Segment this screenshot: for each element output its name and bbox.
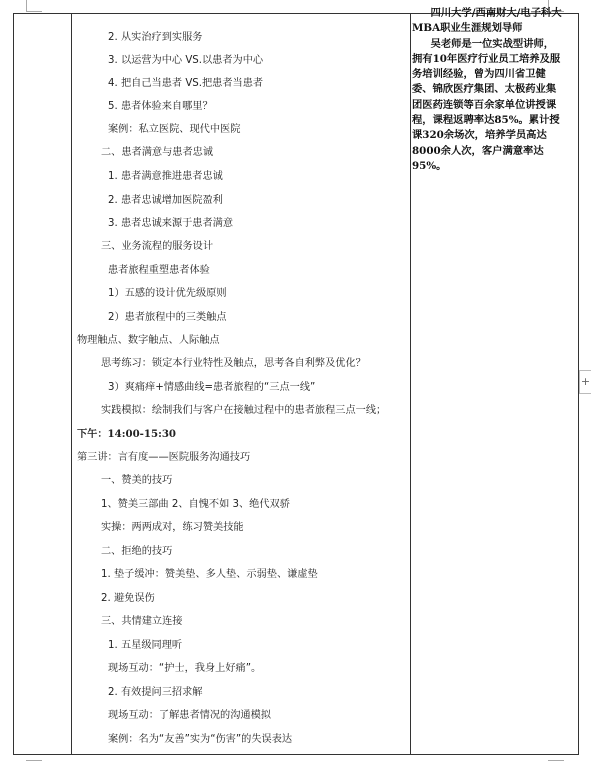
section-heading: 三、业务流程的服务设计 — [101, 241, 214, 252]
content-line: 2. 避免误伤 — [101, 593, 155, 604]
session-time: 下午：14:00-15:30 — [77, 428, 177, 440]
content-line: 实操：两两成对，练习赞美技能 — [101, 522, 244, 533]
content-line: 1、赞美三部曲 2、自愧不如 3、绝代双骄 — [101, 499, 290, 510]
content-line: 3. 以运营为中心 VS.以患者为中心 — [108, 55, 264, 66]
expand-marker-icon[interactable]: + — [579, 370, 591, 394]
crop-mark — [26, 11, 42, 12]
content-line: 5. 患者体验来自哪里？ — [108, 101, 213, 112]
content-line: 1）五感的设计优先级原则 — [108, 288, 227, 299]
column-divider — [410, 14, 411, 754]
content-line: 2. 有效提问三招求解 — [108, 687, 203, 698]
content-line: 案例：私立医院、现代中医院 — [108, 124, 241, 135]
content-line: 2. 患者忠诚增加医院盈利 — [108, 195, 223, 206]
section-heading: 一、赞美的技巧 — [101, 475, 173, 486]
section-heading: 二、患者满意与患者忠诚 — [101, 147, 214, 158]
instructor-profile — [412, 6, 562, 174]
content-line: 实践模拟：绘制我们与客户在接触过程中的患者旅程三点一线； — [101, 405, 387, 416]
crop-mark — [26, 760, 42, 761]
content-line: 3. 患者忠诚来源于患者满意 — [108, 218, 234, 229]
instructor-title: 四川大学/西南财大/电子科大MBA职业生涯规划导师 — [412, 7, 562, 35]
content-line: 现场互动：了解患者情况的沟通模拟 — [108, 710, 271, 721]
content-line: 1. 五星级同理听 — [108, 640, 183, 651]
section-heading: 三、共情建立连接 — [101, 616, 183, 627]
content-line: 1. 患者满意推进患者忠诚 — [108, 171, 223, 182]
content-line: 2. 从实治疗到实服务 — [108, 32, 203, 43]
crop-mark — [548, 760, 564, 761]
content-line: 案例：名为“友善”实为“伤害”的失误表达 — [108, 734, 293, 745]
instructor-bio: 吴老师是一位实战型讲师，拥有10年医疗行业员工培养及服务培训经验，曾为四川省卫健委、锦欣医疗集团、太极药业集团医药连锁等百余家单位讲授课程，课程返聘率达85%。累计授课320余场次，培养学员高达8000余人次，客户满意率达95%。 — [412, 37, 561, 172]
content-line: 3）爽痛痒+情感曲线=患者旅程的“三点一线” — [108, 382, 316, 393]
content-line: 思考练习：锁定本行业特性及触点，思考各自利弊及优化？ — [101, 358, 366, 369]
content-line: 1. 垫子缓冲：赞美垫、多人垫、示弱垫、谦虚垫 — [101, 569, 318, 580]
column-divider — [71, 14, 72, 754]
section-heading: 二、拒绝的技巧 — [101, 546, 173, 557]
lecture-title: 第三讲：言有度——医院服务沟通技巧 — [77, 452, 251, 463]
content-line: 患者旅程重塑患者体验 — [108, 265, 210, 276]
content-line: 2）患者旅程中的三类触点 — [108, 312, 227, 323]
content-line: 现场互动：“护士，我身上好痛”。 — [108, 663, 262, 674]
content-line: 4. 把自己当患者 VS.把患者当患者 — [108, 78, 264, 89]
content-line: 物理触点、数字触点、人际触点 — [77, 335, 220, 346]
